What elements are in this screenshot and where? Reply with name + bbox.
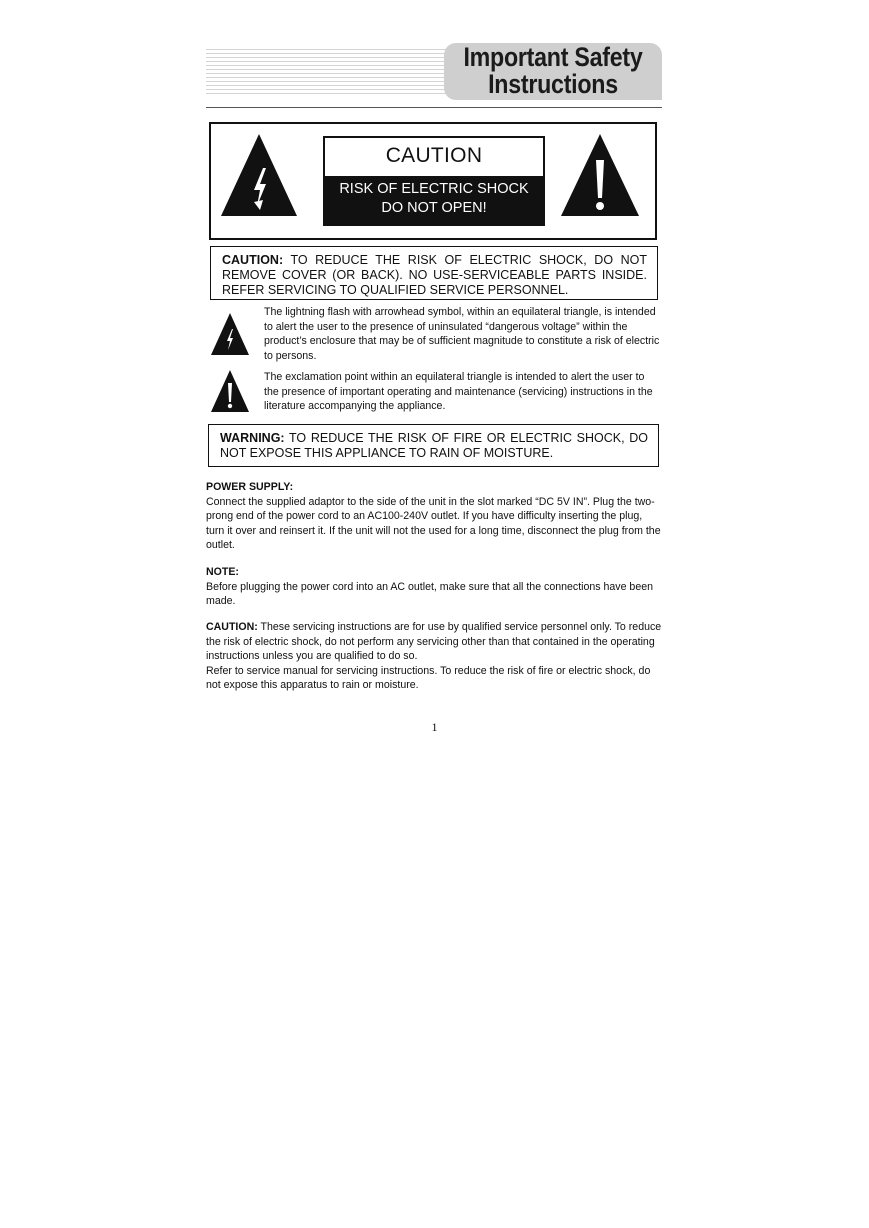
lightning-symbol-explanation: The lightning flash with arrowhead symbol, within an equilateral triangle, is intended to alert the user to the presence of uninsulated “dangerous voltage” within the product’s enclosure that may be of sufficient magnitude to constitute a risk of electric to persons. bbox=[264, 306, 660, 362]
caution-line2: DO NOT OPEN! bbox=[381, 200, 487, 216]
servicing-caution-paragraph bbox=[206, 620, 662, 664]
power-supply-heading: POWER SUPPLY: bbox=[206, 481, 294, 493]
warning-notice-text: TO REDUCE THE RISK OF FIRE OR ELECTRIC SHOCK, DO NOT EXPOSE THIS APPLIANCE TO RAIN OF MOISTURE. bbox=[220, 431, 648, 460]
servicing-caution-label: CAUTION: bbox=[206, 621, 258, 633]
caution-word: CAUTION bbox=[385, 144, 483, 167]
page-title-line1: Important Safety bbox=[463, 42, 643, 72]
small-lightning-icon bbox=[210, 312, 250, 356]
lightning-warning-icon bbox=[219, 132, 299, 218]
servicing-caution-section bbox=[206, 620, 662, 693]
power-supply-section bbox=[206, 480, 662, 553]
warning-notice-box bbox=[208, 424, 659, 467]
small-exclamation-icon bbox=[210, 369, 250, 413]
page-title bbox=[459, 44, 646, 98]
warning-notice-label: WARNING: bbox=[220, 431, 285, 445]
note-heading: NOTE: bbox=[206, 566, 239, 578]
page-number: 1 bbox=[431, 720, 438, 734]
exclamation-warning-icon bbox=[559, 132, 641, 218]
power-supply-text: Connect the supplied adaptor to the side of the unit in the slot marked “DC 5V IN”. Plug the two-prong end of the power cord to an AC100-240V outlet. If you have difficulty inserting the plug, turn it over and reinsert it. If the unit will not the used for a long time, disconnect the plug from the outlet. bbox=[206, 495, 661, 552]
servicing-caution-text1: These servicing instructions are for use by qualified service personnel only. To reduce the risk of electric shock, do not perform any servicing other than that contained in the operating instructions unless you are qualified to do so. bbox=[206, 621, 662, 663]
exclamation-symbol-explanation: The exclamation point within an equilateral triangle is intended to alert the user to the presence of important operating and maintenance (servicing) instructions in the literature accompanying the appliance. bbox=[264, 371, 653, 413]
page-title-line2: Instructions bbox=[488, 69, 618, 99]
caution-notice-text: TO REDUCE THE RISK OF ELECTRIC SHOCK, DO NOT REMOVE COVER (OR BACK). NO USE-SERVICEABLE PARTS INSIDE. REFER SERVICING TO QUALIFIED SERVICE PERSONNEL. bbox=[222, 253, 647, 297]
caution-black-band bbox=[325, 176, 543, 224]
caution-notice-label: CAUTION: bbox=[222, 253, 284, 267]
note-text: Before plugging the power cord into an AC outlet, make sure that all the connections have been made. bbox=[206, 580, 653, 608]
servicing-caution-text2: Refer to service manual for servicing instructions. To reduce the risk of fire or electric shock, do not expose this apparatus to rain or moisture. bbox=[206, 664, 651, 692]
header-decorative-lines bbox=[206, 49, 446, 97]
header-rule bbox=[206, 107, 662, 108]
caution-notice-box bbox=[210, 246, 658, 300]
caution-line1: RISK OF ELECTRIC SHOCK bbox=[339, 181, 529, 197]
caution-label-box bbox=[323, 136, 545, 226]
note-section bbox=[206, 565, 662, 609]
